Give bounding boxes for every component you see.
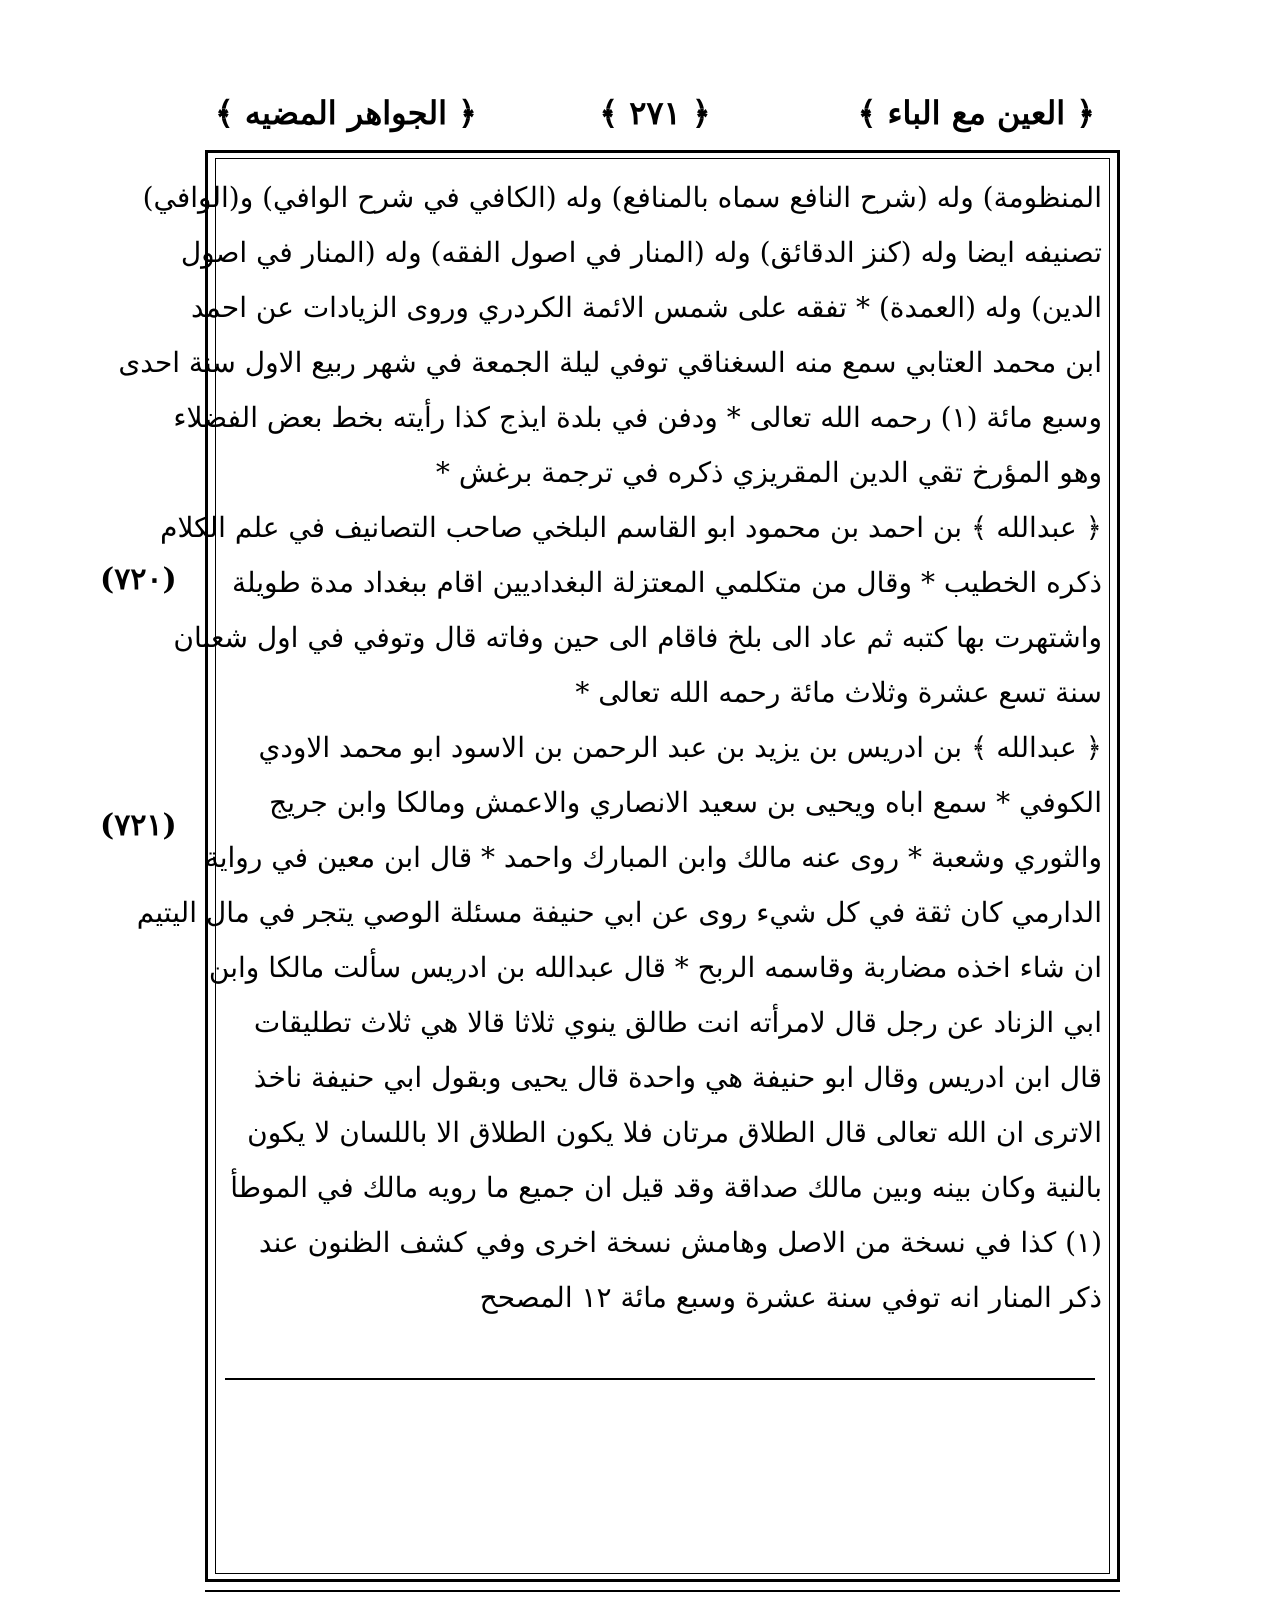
text-line: وسبع مائة (١) رحمه الله تعالى * ودفن في بلدة ايذج كذا رأيته بخط بعض الفضلاء — [173, 401, 1102, 434]
entry-number-721: (٧٢١) — [100, 808, 177, 843]
text-line: قال ابن ادريس وقال ابو حنيفة هي واحدة قال يحيى وبقول ابي حنيفة ناخذ — [253, 1061, 1102, 1094]
footnote-line: (١) كذا في نسخة من الاصل وهامش نسخة اخرى وفي كشف الظنون عند — [258, 1226, 1102, 1259]
text-line: واشتهرت بها كتبه ثم عاد الى بلخ فاقام الى حين وفاته قال وتوفي في اول شعبان — [173, 621, 1102, 654]
text-line: ابن محمد العتابي سمع منه السغناقي توفي ليلة الجمعة في شهر ربيع الاول سنة احدى — [118, 346, 1102, 379]
text-line: الدارمي كان ثقة في كل شيء روى عن ابي حنيفة مسئلة الوصي يتجر في مال اليتيم — [136, 896, 1102, 929]
chapter-heading: ﴿ العين مع الباء ﴾ — [857, 94, 1095, 132]
text-line: وهو المؤرخ تقي الدين المقريزي ذكره في ترجمة برغش * — [435, 456, 1102, 489]
text-line: ذكره الخطيب * وقال من متكلمي المعتزلة البغداديين اقام ببغداد مدة طويلة — [231, 566, 1102, 599]
footnote-line: ذكر المنار انه توفي سنة عشرة وسبع مائة ١٢ المصحح — [479, 1281, 1102, 1314]
text-line: والثوري وشعبة * روى عنه مالك وابن المبارك واحمد * قال ابن معين في رواية — [204, 841, 1102, 874]
text-line: المنظومة) وله (شرح النافع سماه بالمنافع) وله (الكافي في شرح الوافي) و(الوافي) — [142, 181, 1102, 214]
text-line: الدين) وله (العمدة) * تفقه على شمس الائمة الكردري وروى الزيادات عن احمد — [191, 291, 1102, 324]
text-line: سنة تسع عشرة وثلاث مائة رحمه الله تعالى * — [575, 676, 1102, 709]
text-line: ﴿ عبدالله ﴾ بن ادريس بن يزيد بن عبد الرحمن بن الاسود ابو محمد الاودي — [258, 731, 1102, 764]
bottom-rule — [205, 1590, 1120, 1592]
footnote-separator — [225, 1378, 1095, 1380]
text-line: الكوفي * سمع اباه ويحيى بن سعيد الانصاري والاعمش ومالكا وابن جريج — [269, 786, 1102, 819]
book-title: ﴿ الجواهر المضيه ﴾ — [215, 94, 477, 132]
text-line: تصنيفه ايضا وله (كنز الدقائق) وله (المنار في اصول الفقه) وله (المنار في اصول — [180, 236, 1102, 269]
page-number: ﴿ ٢٧١ ﴾ — [599, 94, 711, 132]
text-line: بالنية وكان بينه وبين مالك صداقة وقد قيل ان جميع ما رويه مالك في الموطأ — [230, 1171, 1102, 1204]
text-line: ابي الزناد عن رجل قال لامرأته انت طالق ينوي ثلاثا قالا هي ثلاث تطليقات — [253, 1006, 1102, 1039]
running-header — [215, 88, 1095, 148]
text-line: الاترى ان الله تعالى قال الطلاق مرتان فلا يكون الطلاق الا باللسان لا يكون — [247, 1116, 1102, 1149]
text-line: ان شاء اخذه مضاربة وقاسمه الربح * قال عبدالله بن ادريس سألت مالكا وابن — [208, 951, 1102, 984]
text-line: ﴿ عبدالله ﴾ بن احمد بن محمود ابو القاسم البلخي صاحب التصانيف في علم الكلام — [160, 511, 1102, 544]
entry-number-720: (٧٢٠) — [100, 562, 177, 597]
